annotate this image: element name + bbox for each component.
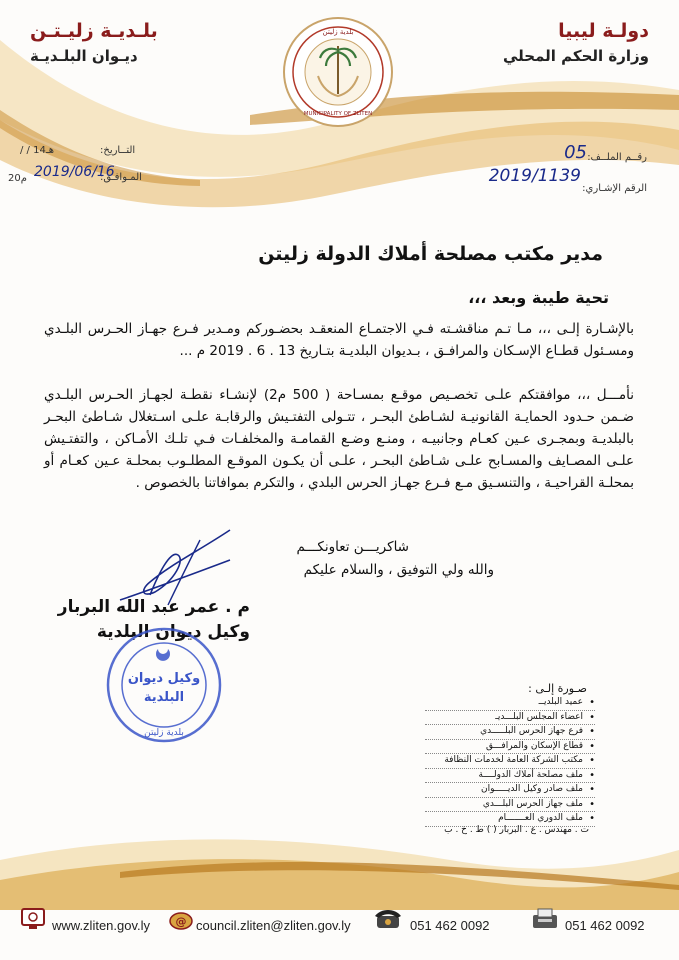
copies-heading: صـورة إلـى : <box>528 682 587 695</box>
web-icon <box>20 906 46 932</box>
stamp-text-bottom: البلدية <box>143 690 185 705</box>
seal-top-text: بلدية زليتن <box>322 28 354 36</box>
ref-number-value: 2019/1139 <box>488 166 581 186</box>
footer-fax[interactable]: 051 462 0092 <box>565 918 645 933</box>
signatory-title: وكيل ديوان البلدية <box>96 622 250 642</box>
municipality-seal-logo <box>282 16 394 128</box>
municipality-header <box>30 18 158 68</box>
footer-website[interactable]: www.zliten.gov.ly <box>52 918 151 933</box>
list-item: • مكتب الشركة العامة لخدمات النظافة <box>425 754 595 769</box>
stamp-ring-text: بلدية زليتن <box>144 728 184 738</box>
thanks-line: شاكريـــن تعاونكـــم <box>296 539 409 555</box>
phone-icon <box>373 906 403 932</box>
list-item: • ملف مصلحة أملاك الدولــــة <box>425 769 595 784</box>
file-number-value: 05 <box>564 142 587 163</box>
official-stamp <box>96 625 236 745</box>
seal-bottom-text: MUNICIPALITY OF ZLITEN <box>303 111 373 117</box>
date-hijri: / / 14هـ <box>20 145 55 156</box>
closing-line: والله ولي التوفيق ، والسلام عليكم <box>303 562 494 578</box>
date-value: 2019/06/16 <box>34 164 115 180</box>
list-item: • ملف جهاز الحرس البلـــدي <box>425 798 595 813</box>
fax-icon <box>530 906 560 932</box>
ministry-name: وزارة الحكم المحلي <box>502 47 649 65</box>
footer-email[interactable]: council.zliten@zliten.gov.ly <box>196 918 351 933</box>
list-item: • فرع جهاز الحرس البلـــــدي <box>425 725 595 740</box>
list-item: • عميد البلديــ <box>425 696 595 711</box>
footer-phone[interactable]: 051 462 0092 <box>410 918 490 933</box>
stamp-text-top: وكيل ديوان <box>127 671 201 686</box>
file-number-label: رقــم الملــف: <box>587 152 647 163</box>
state-name: دولـة ليبيا <box>558 20 649 42</box>
signatory-name: م . عمر عبد الله البربار <box>57 597 250 617</box>
ref-number-label: الرقم الإشـاري: <box>582 183 647 194</box>
list-item: • ملف صادر وكيل الديـــــوان <box>425 783 595 798</box>
state-header <box>503 18 649 68</box>
copies-list <box>425 696 595 827</box>
office-name: ديـوان البلـديـة <box>30 47 138 65</box>
addressee: مدير مكتب مصلحة أملاك الدولة زليتن <box>258 243 603 265</box>
municipality-name: بلـديـة زليـتـن <box>30 20 158 42</box>
date-label: التــاريخ: <box>100 145 136 156</box>
typist-initials: ت . مهندس . ع . البربار ( ) ط . خ . ب <box>444 825 589 835</box>
email-icon <box>168 906 194 932</box>
list-item: • قطاع الإسكان والمرافـــق <box>425 740 595 755</box>
svg-text:@: @ <box>175 915 187 928</box>
corresponding-label: المـوافـق: <box>100 172 142 183</box>
date-suffix: 20م <box>8 173 27 184</box>
list-item: • اعضاء المجلس البلـــديـ <box>425 711 595 726</box>
paragraph-reference: بالإشـارة إلـى ،،، مـا تـم مناقشـته فـي الاجتمـاع المنعقـد بحضـوركم ومـدير فـرع جهـاز الحـرس البلـدي ومسـئول قطـاع الإسـكان والمرافـق ، بـديوان البلديـة بتـاريخ 13 . 6 . 2019 م ... <box>44 321 634 359</box>
paragraph-request: نأمـــل ،،، موافقتكم علـى تخصـيص موقـع بمسـاحة ( 500 م2) لإنشـاء نقطـة لجهـاز الحـرس البلـدي ضـمن حـدود الحمايـة القانونيـة لشـاطئ البحـر ، تتـولى التفتـيش والرقابـة علـى اسـتغلال شـاطئ البحـر بالبلديـة وبمجـرى عـين كعـام وجانبيـه ، ومنـع وضـع القمامـة والمخلفـات فـي تلـك الأمـاكن ، والتفتـيش علـى المصـايف والمسـابح علـى شـاطئ البحـر ، علـى أن يكـون الموقـع المطلـوب بمحلـة عـين كعـام أو بمحلـة القراحيـة ، والتنسـيق مـع فـرع جهـاز الحرس البلدي ، والتكرم بموافاتنا بالخصوص . <box>44 387 634 491</box>
list-item: • ملف الدوري العـــــــام <box>425 812 595 827</box>
greeting: تحية طيبة وبعد ،،، <box>468 288 609 307</box>
